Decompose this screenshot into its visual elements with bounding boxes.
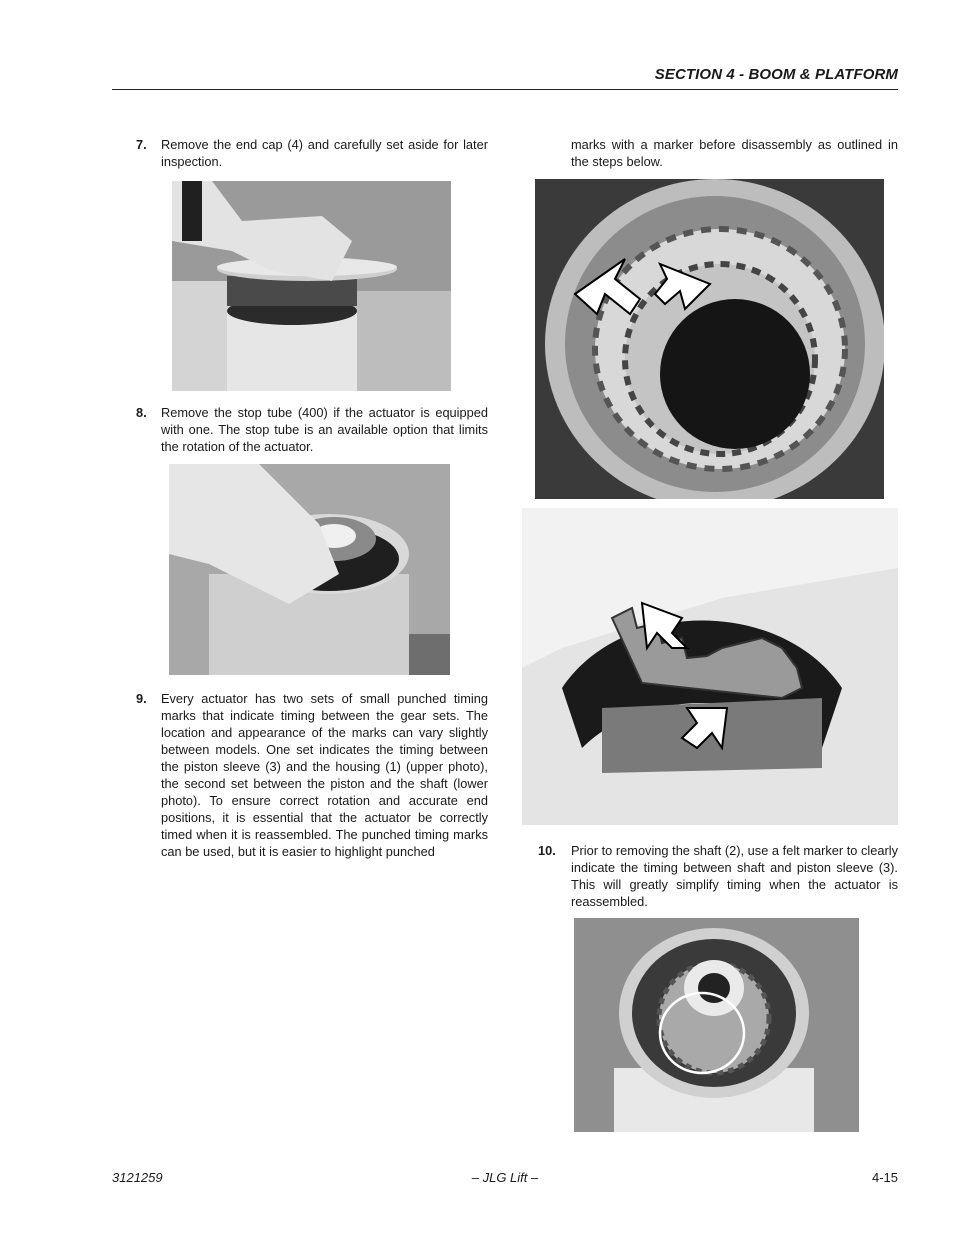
header-divider bbox=[112, 89, 898, 90]
piston-shaft-timing-photo bbox=[522, 508, 898, 825]
step-10-text: Prior to removing the shaft (2), use a felt marker to clearly indicate the timing between shaft and piston sleeve (3). This will greatly simplify timing when the actuator is reassembled. bbox=[571, 843, 898, 909]
step-7-text: Remove the end cap (4) and carefully set aside for later inspection. bbox=[161, 137, 488, 169]
step-7-number: 7. bbox=[136, 137, 147, 152]
step-9 bbox=[136, 690, 488, 862]
step-10-number: 10. bbox=[538, 843, 556, 858]
footer-brand: – JLG Lift – bbox=[471, 1170, 539, 1185]
stop-tube-photo bbox=[169, 464, 450, 675]
step-9-continuation-text: marks with a marker before disassembly as outlined in the steps below. bbox=[571, 137, 898, 169]
step-8 bbox=[136, 404, 488, 456]
step-9-number: 9. bbox=[136, 691, 147, 706]
section-title: SECTION 4 - BOOM & PLATFORM bbox=[654, 66, 898, 83]
step-10 bbox=[538, 842, 898, 912]
step-8-number: 8. bbox=[136, 405, 147, 420]
document-number: 3121259 bbox=[112, 1170, 163, 1185]
step-8-text: Remove the stop tube (400) if the actuator is equipped with one. The stop tube is an available option that limits the rotation of the actuator. bbox=[161, 405, 488, 454]
step-9-text: Every actuator has two sets of small punched timing marks that indicate timing between the gear sets. The location and appearance of the marks can vary slightly between models. One set indicates the timing between the piston sleeve (3) and the housing (1) (upper photo), the second set between the piston and the shaft (lower photo). To ensure correct rotation and accurate end positions, it is essential that the actuator be correctly timed when it is reassembled. The punched timing marks can be used, but it is easier to highlight punched bbox=[161, 691, 488, 859]
step-7 bbox=[136, 136, 488, 172]
page-number: 4-15 bbox=[871, 1170, 898, 1185]
end-cap-photo bbox=[172, 181, 451, 391]
sleeve-housing-timing-photo bbox=[535, 179, 884, 499]
shaft-marker-photo bbox=[574, 918, 859, 1132]
step-9-continuation bbox=[571, 136, 898, 172]
